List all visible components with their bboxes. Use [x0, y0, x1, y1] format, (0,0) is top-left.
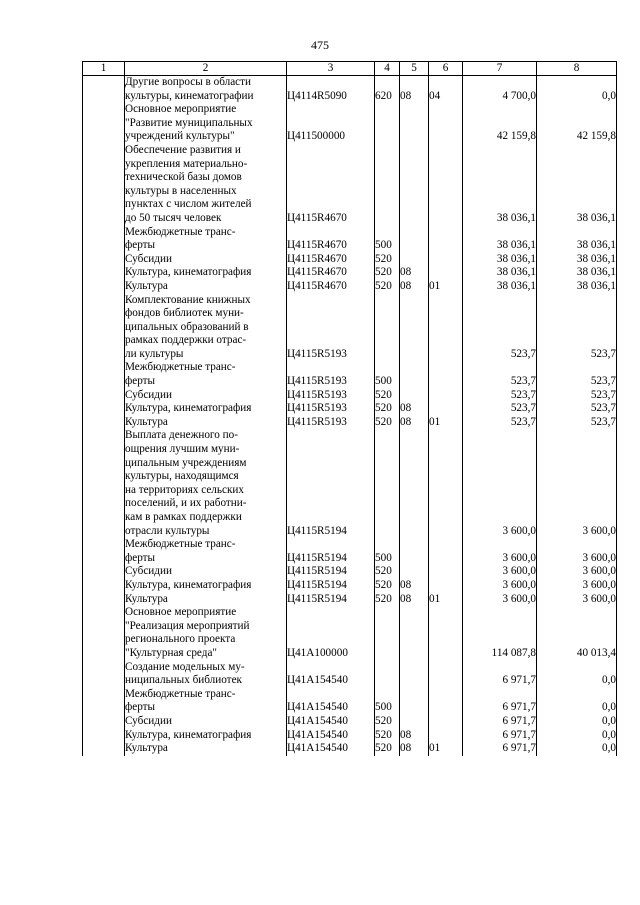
expense-type-cell: [375, 103, 400, 144]
section-cell: 08: [400, 593, 429, 607]
description-cell: Культура: [125, 416, 287, 430]
target-code-cell: Ц4115R5194: [287, 538, 375, 565]
table-row: [83, 579, 617, 593]
section-cell: [400, 661, 429, 688]
subsection-cell: [429, 226, 463, 253]
expense-type-cell: 520: [375, 593, 400, 607]
table-row: [83, 103, 617, 144]
section-cell: [400, 715, 429, 729]
amount-col7-cell: 38 036,1: [463, 226, 537, 253]
expense-type-cell: [375, 661, 400, 688]
section-cell: 08: [400, 416, 429, 430]
section-cell: [400, 389, 429, 403]
expense-type-cell: [375, 606, 400, 660]
amount-col7-cell: 6 971,7: [463, 661, 537, 688]
amount-col8-cell: 40 013,4: [537, 606, 617, 660]
target-code-cell: Ц4115R5194: [287, 429, 375, 538]
amount-col8-cell: 523,7: [537, 402, 617, 416]
target-code-cell: Ц4115R4670: [287, 253, 375, 267]
column-header-3: 3: [287, 62, 375, 76]
description-cell: Выплата денежного по- ощрения лучшим муни- ципальным учреждениям культуры, находящимся на территориях сельских поселений, и их работни- кам в рамках поддержки отрасли культуры: [125, 429, 287, 538]
description-cell: Межбюджетные транс- ферты: [125, 688, 287, 715]
description-cell: Основное мероприятие "Реализация мероприятий регионального проекта "Культурная среда": [125, 606, 287, 660]
expense-type-cell: 520: [375, 253, 400, 267]
subsection-cell: 04: [429, 76, 463, 104]
subsection-cell: [429, 103, 463, 144]
table-row: [83, 565, 617, 579]
target-code-cell: Ц41А154540: [287, 688, 375, 715]
column-header-2: 2: [125, 62, 287, 76]
expense-type-cell: 520: [375, 742, 400, 756]
row-number-cell: [83, 144, 125, 226]
row-number-cell: [83, 416, 125, 430]
table-row: [83, 76, 617, 104]
amount-col7-cell: 4 700,0: [463, 76, 537, 104]
table-row: [83, 144, 617, 226]
description-cell: Культура, кинематография: [125, 579, 287, 593]
table-row: [83, 361, 617, 388]
column-header-1: 1: [83, 62, 125, 76]
section-cell: 08: [400, 76, 429, 104]
subsection-cell: [429, 361, 463, 388]
subsection-cell: 01: [429, 593, 463, 607]
expense-type-cell: 520: [375, 280, 400, 294]
target-code-cell: Ц4115R5194: [287, 593, 375, 607]
description-cell: Культура: [125, 593, 287, 607]
row-number-cell: [83, 661, 125, 688]
amount-col8-cell: 38 036,1: [537, 266, 617, 280]
description-cell: Культура: [125, 280, 287, 294]
amount-col8-cell: 0,0: [537, 715, 617, 729]
table-row: [83, 661, 617, 688]
column-header-5: 5: [400, 62, 429, 76]
table-row: [83, 294, 617, 362]
subsection-cell: [429, 661, 463, 688]
amount-col8-cell: 42 159,8: [537, 103, 617, 144]
subsection-cell: [429, 266, 463, 280]
row-number-cell: [83, 538, 125, 565]
target-code-cell: Ц4115R5193: [287, 294, 375, 362]
row-number-cell: [83, 389, 125, 403]
target-code-cell: Ц411500000: [287, 103, 375, 144]
row-number-cell: [83, 429, 125, 538]
target-code-cell: Ц4115R5193: [287, 416, 375, 430]
row-number-cell: [83, 103, 125, 144]
subsection-cell: [429, 538, 463, 565]
row-number-cell: [83, 294, 125, 362]
description-cell: Субсидии: [125, 715, 287, 729]
subsection-cell: [429, 715, 463, 729]
target-code-cell: Ц41А154540: [287, 715, 375, 729]
subsection-cell: [429, 389, 463, 403]
subsection-cell: [429, 253, 463, 267]
section-cell: [400, 226, 429, 253]
amount-col7-cell: 38 036,1: [463, 266, 537, 280]
table-row: [83, 402, 617, 416]
row-number-cell: [83, 606, 125, 660]
amount-col7-cell: 523,7: [463, 294, 537, 362]
amount-col7-cell: 3 600,0: [463, 538, 537, 565]
section-cell: 08: [400, 402, 429, 416]
table-row: [83, 606, 617, 660]
target-code-cell: Ц4115R5193: [287, 389, 375, 403]
target-code-cell: Ц4114R5090: [287, 76, 375, 104]
subsection-cell: 01: [429, 416, 463, 430]
section-cell: 08: [400, 579, 429, 593]
amount-col7-cell: 114 087,8: [463, 606, 537, 660]
target-code-cell: Ц41А154540: [287, 742, 375, 756]
table-row: [83, 715, 617, 729]
table-row: [83, 266, 617, 280]
table-row: [83, 416, 617, 430]
amount-col7-cell: 3 600,0: [463, 579, 537, 593]
description-cell: Культура, кинематография: [125, 402, 287, 416]
section-cell: [400, 565, 429, 579]
row-number-cell: [83, 361, 125, 388]
row-number-cell: [83, 565, 125, 579]
section-cell: [400, 361, 429, 388]
table-header: [83, 62, 617, 76]
section-cell: 08: [400, 729, 429, 743]
column-header-4: 4: [375, 62, 400, 76]
amount-col8-cell: 523,7: [537, 416, 617, 430]
expense-type-cell: 520: [375, 565, 400, 579]
amount-col8-cell: 0,0: [537, 76, 617, 104]
description-cell: Другие вопросы в области культуры, кинематографии: [125, 76, 287, 104]
page-number: 475: [311, 38, 329, 52]
amount-col8-cell: 3 600,0: [537, 565, 617, 579]
description-cell: Комплектование книжных фондов библиотек муни- ципальных образований в рамках поддержки отрас- ли культуры: [125, 294, 287, 362]
expense-type-cell: 500: [375, 226, 400, 253]
description-cell: Межбюджетные транс- ферты: [125, 226, 287, 253]
amount-col7-cell: 523,7: [463, 361, 537, 388]
expense-type-cell: 500: [375, 688, 400, 715]
section-cell: [400, 253, 429, 267]
table-row: [83, 593, 617, 607]
column-header-6: 6: [429, 62, 463, 76]
section-cell: [400, 538, 429, 565]
description-cell: Культура, кинематография: [125, 266, 287, 280]
amount-col7-cell: 38 036,1: [463, 144, 537, 226]
row-number-cell: [83, 579, 125, 593]
row-number-cell: [83, 226, 125, 253]
description-cell: Субсидии: [125, 253, 287, 267]
table-row: [83, 538, 617, 565]
target-code-cell: Ц4115R4670: [287, 144, 375, 226]
table-row: [83, 280, 617, 294]
subsection-cell: [429, 144, 463, 226]
description-cell: Межбюджетные транс- ферты: [125, 538, 287, 565]
target-code-cell: Ц4115R4670: [287, 280, 375, 294]
table-row: [83, 226, 617, 253]
amount-col8-cell: 3 600,0: [537, 579, 617, 593]
expense-type-cell: [375, 144, 400, 226]
subsection-cell: [429, 729, 463, 743]
description-cell: Создание модельных му- ниципальных библиотек: [125, 661, 287, 688]
section-cell: [400, 294, 429, 362]
target-code-cell: Ц41А154540: [287, 661, 375, 688]
section-cell: 08: [400, 266, 429, 280]
expense-type-cell: 520: [375, 416, 400, 430]
amount-col8-cell: 38 036,1: [537, 144, 617, 226]
expense-type-cell: 520: [375, 579, 400, 593]
description-cell: Межбюджетные транс- ферты: [125, 361, 287, 388]
section-cell: [400, 103, 429, 144]
row-number-cell: [83, 76, 125, 104]
amount-col7-cell: 3 600,0: [463, 565, 537, 579]
expense-type-cell: 520: [375, 715, 400, 729]
expense-type-cell: [375, 294, 400, 362]
description-cell: Культура, кинематография: [125, 729, 287, 743]
target-code-cell: Ц4115R5194: [287, 579, 375, 593]
target-code-cell: Ц4115R4670: [287, 226, 375, 253]
amount-col8-cell: 0,0: [537, 661, 617, 688]
target-code-cell: Ц4115R5193: [287, 402, 375, 416]
section-cell: [400, 688, 429, 715]
expense-type-cell: 520: [375, 402, 400, 416]
amount-col8-cell: 0,0: [537, 729, 617, 743]
table-row: [83, 389, 617, 403]
table-body: [83, 76, 617, 756]
table-row: [83, 688, 617, 715]
amount-col8-cell: 0,0: [537, 688, 617, 715]
description-cell: Основное мероприятие "Развитие муниципальных учреждений культуры": [125, 103, 287, 144]
row-number-cell: [83, 715, 125, 729]
amount-col8-cell: 3 600,0: [537, 429, 617, 538]
subsection-cell: 01: [429, 742, 463, 756]
amount-col7-cell: 3 600,0: [463, 593, 537, 607]
row-number-cell: [83, 742, 125, 756]
row-number-cell: [83, 729, 125, 743]
column-header-7: 7: [463, 62, 537, 76]
amount-col7-cell: 523,7: [463, 402, 537, 416]
header-row: [83, 62, 617, 76]
row-number-cell: [83, 593, 125, 607]
table-row: [83, 729, 617, 743]
table-row: [83, 742, 617, 756]
amount-col7-cell: 3 600,0: [463, 429, 537, 538]
subsection-cell: 01: [429, 280, 463, 294]
expense-type-cell: 620: [375, 76, 400, 104]
section-cell: [400, 429, 429, 538]
description-cell: Культура: [125, 742, 287, 756]
row-number-cell: [83, 266, 125, 280]
target-code-cell: Ц4115R5194: [287, 565, 375, 579]
row-number-cell: [83, 402, 125, 416]
amount-col8-cell: 523,7: [537, 361, 617, 388]
amount-col7-cell: 6 971,7: [463, 729, 537, 743]
description-cell: Обеспечение развития и укрепления материально- технической базы домов культуры в населенных пунктах с числом жителей до 50 тысяч человек: [125, 144, 287, 226]
row-number-cell: [83, 280, 125, 294]
column-header-8: 8: [537, 62, 617, 76]
amount-col7-cell: 523,7: [463, 416, 537, 430]
amount-col7-cell: 42 159,8: [463, 103, 537, 144]
amount-col8-cell: 0,0: [537, 742, 617, 756]
amount-col7-cell: 6 971,7: [463, 742, 537, 756]
expense-type-cell: 520: [375, 266, 400, 280]
expense-type-cell: 500: [375, 361, 400, 388]
amount-col8-cell: 38 036,1: [537, 280, 617, 294]
expense-type-cell: 520: [375, 729, 400, 743]
amount-col8-cell: 38 036,1: [537, 226, 617, 253]
description-cell: Субсидии: [125, 565, 287, 579]
row-number-cell: [83, 253, 125, 267]
target-code-cell: Ц41А154540: [287, 729, 375, 743]
section-cell: [400, 144, 429, 226]
subsection-cell: [429, 402, 463, 416]
target-code-cell: Ц4115R5193: [287, 361, 375, 388]
table-row: [83, 429, 617, 538]
row-number-cell: [83, 688, 125, 715]
expense-type-cell: 500: [375, 538, 400, 565]
amount-col7-cell: 523,7: [463, 389, 537, 403]
budget-table: [82, 61, 617, 756]
expense-type-cell: [375, 429, 400, 538]
amount-col8-cell: 3 600,0: [537, 593, 617, 607]
amount-col8-cell: 523,7: [537, 294, 617, 362]
section-cell: [400, 606, 429, 660]
subsection-cell: [429, 429, 463, 538]
subsection-cell: [429, 688, 463, 715]
subsection-cell: [429, 606, 463, 660]
subsection-cell: [429, 294, 463, 362]
table-row: [83, 253, 617, 267]
amount-col8-cell: 38 036,1: [537, 253, 617, 267]
amount-col7-cell: 38 036,1: [463, 280, 537, 294]
subsection-cell: [429, 579, 463, 593]
amount-col7-cell: 6 971,7: [463, 715, 537, 729]
section-cell: 08: [400, 280, 429, 294]
expense-type-cell: 520: [375, 389, 400, 403]
amount-col8-cell: 523,7: [537, 389, 617, 403]
amount-col7-cell: 38 036,1: [463, 253, 537, 267]
target-code-cell: Ц4115R4670: [287, 266, 375, 280]
amount-col8-cell: 3 600,0: [537, 538, 617, 565]
subsection-cell: [429, 565, 463, 579]
section-cell: 08: [400, 742, 429, 756]
description-cell: Субсидии: [125, 389, 287, 403]
target-code-cell: Ц41А100000: [287, 606, 375, 660]
amount-col7-cell: 6 971,7: [463, 688, 537, 715]
